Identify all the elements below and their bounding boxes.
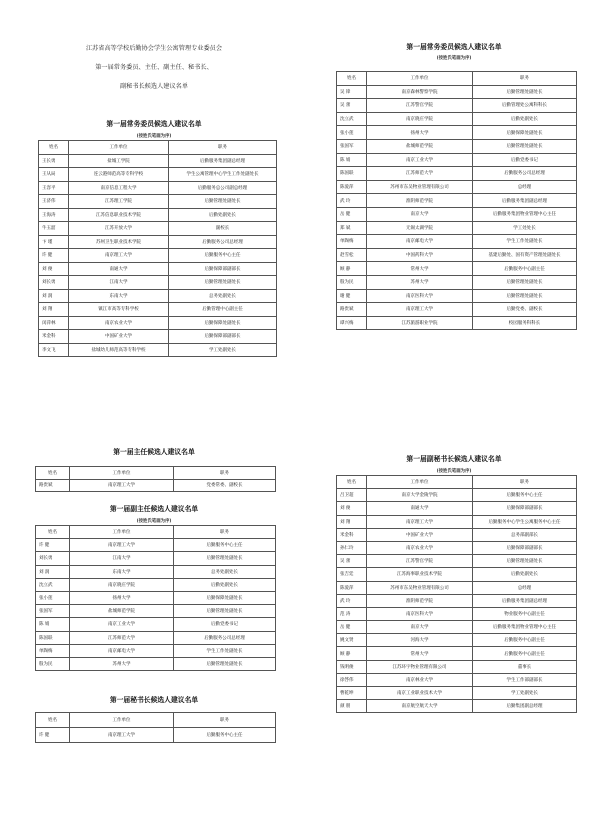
cell-unit: 南京理工大学 [70, 479, 174, 492]
table-row [39, 330, 277, 344]
document-title-line-2: 第一届常务委员、主任、副主任、秘书长、 [95, 64, 213, 71]
header-post: 职务 [174, 467, 276, 480]
cell-unit: 江南大学 [70, 552, 174, 565]
table-row [36, 657, 276, 670]
header-unit: 工作单位 [70, 467, 174, 480]
cell-name: 曹乾坤 [337, 687, 367, 700]
table-row [39, 262, 277, 276]
section-title: 第一届副秘书长候选人建议名单 [406, 455, 502, 463]
table-row [337, 85, 577, 99]
cell-post: 后勤保障部副部长 [169, 330, 277, 344]
table-row [36, 644, 276, 657]
cell-unit: 南京大学金陵学院 [367, 489, 473, 502]
cell-name: 陈国联 [337, 167, 367, 181]
cell-unit: 南通大学 [367, 502, 473, 515]
cell-post: 后勤党委、副校长 [473, 303, 577, 317]
table-row [39, 181, 277, 195]
cell-post: 后勤服务集团副总经理 [473, 594, 577, 607]
cell-name: 殷为民 [36, 657, 70, 670]
cell-name: 吕卫超 [337, 489, 367, 502]
sort-note: (按姓氏笔画为序) [136, 134, 172, 139]
cell-unit: 南京邮电大学 [70, 644, 174, 657]
table-row [39, 303, 277, 317]
cell-name: 张国军 [337, 139, 367, 153]
cell-post: 后勤处副处长 [473, 568, 577, 581]
cell-post: 后勤处副处长 [473, 112, 577, 126]
cell-name: 单陶梅 [36, 644, 70, 657]
cell-name: 谭兴梅 [337, 316, 367, 330]
table-header-row [36, 467, 276, 480]
table-row [337, 153, 577, 167]
document-title-line-1: 江苏省高等学校后勤协会学生公寓管理专业委员会 [85, 45, 223, 52]
cell-name: 陈 娟 [337, 153, 367, 167]
sort-note: (按姓氏笔画为序) [136, 519, 172, 524]
cell-name: 王从局 [39, 168, 69, 182]
table-row [337, 581, 577, 594]
cell-name: 王海涛 [39, 208, 69, 222]
header-unit: 工作单位 [367, 72, 473, 86]
vice-director-section-title: 第一届副主任候选人建议名单 [109, 505, 199, 513]
cell-name: 姚文贤 [337, 634, 367, 647]
cell-name: 吴 蕾 [337, 555, 367, 568]
cell-post: 后勤保障处副处长 [169, 316, 277, 330]
table-row [39, 195, 277, 209]
cell-post: 物业服务中心副主任 [473, 607, 577, 620]
cell-unit: 江苏海事职业技术学院 [367, 568, 473, 581]
cell-unit: 东南大学 [70, 565, 174, 578]
cell-name: 张国军 [36, 605, 70, 618]
cell-name: 刘长勇 [36, 552, 70, 565]
vice-director-table [35, 525, 276, 671]
cell-post: 后勤管理处公寓科科长 [473, 99, 577, 113]
cell-name: 刘长勇 [39, 276, 69, 290]
cell-unit: 南京工业职业技术大学 [367, 687, 473, 700]
cell-unit: 江苏理工学院 [69, 195, 169, 209]
cell-unit: 扬州大学 [367, 126, 473, 140]
cell-unit: 江苏师范大学 [70, 631, 174, 644]
cell-post: 后勤管理处副处长 [473, 275, 577, 289]
header-post: 职务 [169, 141, 277, 155]
table-row [337, 515, 577, 528]
cell-post: 后勤党委书记 [174, 618, 276, 631]
cell-post: 副校长 [169, 222, 277, 236]
table-row [337, 607, 577, 620]
table-row [39, 208, 277, 222]
cell-post: 后勤管理处副处长 [473, 289, 577, 303]
cell-name: 岳 健 [337, 207, 367, 221]
table-row [36, 578, 276, 591]
table-row [337, 700, 577, 713]
cell-unit: 苏州卫生职业技术学院 [69, 235, 169, 249]
table-row [337, 316, 577, 330]
table-row [337, 647, 577, 660]
cell-unit: 淮阴师范学院 [367, 194, 473, 208]
cell-unit: 南京森林警察学院 [367, 85, 473, 99]
cell-post: 后勤管理处副处长 [174, 552, 276, 565]
table-row [337, 502, 577, 515]
table-row [36, 552, 276, 565]
cell-unit: 南京信息工程大学 [69, 181, 169, 195]
cell-name: 刘 润 [39, 289, 69, 303]
cell-post: 后勤服务中心主任 [169, 249, 277, 263]
table-row [337, 112, 577, 126]
cell-name: 沈立武 [337, 112, 367, 126]
table-row [337, 621, 577, 634]
cell-name: 刘 润 [36, 565, 70, 578]
cell-post: 后勤服务集团副总经理 [473, 194, 577, 208]
section-title: 第一届常务委员候选人建议名单 [106, 120, 202, 128]
table-row [39, 168, 277, 182]
cell-unit: 江苏开放大学 [69, 222, 169, 236]
cell-post: 后勤保障部副部长 [473, 541, 577, 554]
cell-unit: 南京晓庄学院 [70, 578, 174, 591]
cell-post: 董事长 [473, 660, 577, 673]
cell-unit: 南京大学 [367, 207, 473, 221]
cell-post: 总务部副部长 [473, 528, 577, 541]
cell-name: 陈国联 [36, 631, 70, 644]
header-name: 姓名 [36, 713, 70, 728]
table-row [337, 194, 577, 208]
cell-name: 陈爱萍 [337, 581, 367, 594]
table-row [337, 275, 577, 289]
cell-name: 顾 静 [337, 262, 367, 276]
cell-post: 后勤管理中心副主任 [169, 303, 277, 317]
cell-unit: 连云港师范高等专科学校 [69, 168, 169, 182]
table-row [337, 126, 577, 140]
header-post: 职务 [174, 526, 276, 539]
cell-name: 陈爱萍 [337, 180, 367, 194]
table-row [39, 316, 277, 330]
header-post: 职务 [473, 476, 577, 489]
cell-post: 后勤服务公司总经理 [169, 235, 277, 249]
cell-post: 后勤保障处副处长 [174, 591, 276, 604]
cell-post: 后勤管理处副处长 [473, 85, 577, 99]
candidate-table [38, 140, 277, 357]
cell-name: 顾 静 [337, 647, 367, 660]
header-name: 姓名 [36, 467, 70, 480]
table-row [39, 276, 277, 290]
cell-post: 后勤服务中心主任 [473, 489, 577, 502]
cell-post: 党委常委、副校长 [174, 479, 276, 492]
cell-name: 孙仁玲 [337, 541, 367, 554]
cell-post: 后勤服务中心副主任 [473, 634, 577, 647]
header-unit: 工作单位 [70, 713, 174, 728]
cell-name: 刘 俊 [39, 262, 69, 276]
cell-name: 许 健 [36, 728, 70, 743]
cell-post: 后勤服务中心学生公寓服务中心主任 [473, 515, 577, 528]
cell-name: 刘 俊 [337, 502, 367, 515]
cell-name: 米金科 [337, 528, 367, 541]
cell-post: 学生工作处副处长 [174, 644, 276, 657]
table-row [36, 539, 276, 552]
table-row [337, 262, 577, 276]
cell-unit: 江苏旅游职业学院 [367, 316, 473, 330]
cell-unit: 南京理工大学 [70, 728, 174, 743]
cell-post: 后勤管理处副处长 [169, 195, 277, 209]
cell-name: 武 玲 [337, 194, 367, 208]
cell-post: 学生公寓管理中心学生工作处副处长 [169, 168, 277, 182]
header-post: 职务 [174, 713, 276, 728]
cell-unit: 江苏师范大学 [367, 167, 473, 181]
table-row [36, 618, 276, 631]
header-name: 姓名 [36, 526, 70, 539]
table-row [36, 565, 276, 578]
sort-note: (按姓氏笔画为序) [436, 56, 472, 61]
cell-unit: 中国药科大学 [367, 248, 473, 262]
cell-unit: 南京大学 [367, 621, 473, 634]
cell-name: 米金科 [39, 330, 69, 344]
sheet-standing-committee-part1 [30, 30, 278, 390]
cell-post: 后勤服务公司总经理 [174, 631, 276, 644]
cell-post: 学工处副处长 [169, 343, 277, 357]
cell-unit: 南通大学 [69, 262, 169, 276]
table-header-row [39, 141, 277, 155]
cell-unit: 南京理工大学 [69, 249, 169, 263]
cell-name: 张小莲 [36, 591, 70, 604]
cell-name: 许 健 [39, 249, 69, 263]
cell-name: 徐啓伟 [337, 673, 367, 686]
cell-post: 总务处副处长 [169, 289, 277, 303]
header-name: 姓名 [337, 72, 367, 86]
table-row [39, 343, 277, 357]
cell-unit: 南京邮电大学 [367, 235, 473, 249]
table-row [39, 289, 277, 303]
table-row [337, 99, 577, 113]
cell-name: 赵雪松 [337, 248, 367, 262]
cell-name: 王容平 [39, 181, 69, 195]
cell-unit: 盐城师范学院 [70, 605, 174, 618]
director-section-title: 第一届主任候选人建议名单 [113, 448, 195, 456]
cell-unit: 南京医科大学 [367, 289, 473, 303]
table-header-row [337, 476, 577, 489]
sheet-standing-committee-part2 [330, 30, 578, 370]
cell-name: 刘 翔 [39, 303, 69, 317]
header-name: 姓名 [39, 141, 69, 155]
cell-unit: 南京工业大学 [367, 153, 473, 167]
cell-post: 基建后勤处、国有资产管理处副处长 [473, 248, 577, 262]
header-name: 姓名 [337, 476, 367, 489]
cell-name: 卞 瑾 [39, 235, 69, 249]
cell-post: 后勤保障部副部长 [473, 502, 577, 515]
cell-name: 王长勇 [39, 154, 69, 168]
cell-unit: 扬州大学 [70, 591, 174, 604]
cell-unit: 南京工业大学 [70, 618, 174, 631]
cell-name: 武 玲 [337, 594, 367, 607]
director-table [35, 466, 276, 492]
table-row [337, 489, 577, 502]
cell-unit: 南京理工大学 [367, 515, 473, 528]
cell-unit: 南京理工大学 [70, 539, 174, 552]
cell-name: 闵萍林 [39, 316, 69, 330]
cell-post: 后勤服务中心主任 [174, 728, 276, 743]
table-row [39, 154, 277, 168]
cell-name: 路贵斌 [36, 479, 70, 492]
cell-post: 后勤服务集团副总经理 [169, 154, 277, 168]
table-row [337, 660, 577, 673]
table-row [36, 728, 276, 743]
cell-unit: 常州大学 [367, 262, 473, 276]
cell-name: 谢 健 [337, 289, 367, 303]
cell-unit: 南京医科大学 [367, 607, 473, 620]
cell-post: 学生工作处副处长 [473, 235, 577, 249]
section-title: 第一届常务委员候选人建议名单 [406, 43, 502, 51]
table-row [337, 248, 577, 262]
secretary-general-section-title: 第一届秘书长候选人建议名单 [109, 696, 199, 704]
cell-unit: 江南大学 [69, 276, 169, 290]
table-row [39, 249, 277, 263]
cell-name: 沈立武 [36, 578, 70, 591]
cell-unit: 盐城幼儿师范高等专科学校 [69, 343, 169, 357]
cell-unit: 南京晓庄学院 [367, 112, 473, 126]
table-row [337, 687, 577, 700]
cell-unit: 河海大学 [367, 634, 473, 647]
cell-name: 钱明俊 [337, 660, 367, 673]
table-row [337, 555, 577, 568]
cell-unit: 南京航空航天大学 [367, 700, 473, 713]
cell-unit: 常州大学 [367, 647, 473, 660]
cell-post: 总务处副处长 [174, 565, 276, 578]
cell-post: 后勤服务集团物业管理中心主任 [473, 621, 577, 634]
table-row [36, 479, 276, 492]
table-row [337, 207, 577, 221]
cell-name: 岳 健 [337, 621, 367, 634]
cell-post: 后勤处副处长 [169, 208, 277, 222]
candidate-table [336, 71, 577, 330]
table-row [36, 605, 276, 618]
table-row [39, 222, 277, 236]
header-post: 职务 [473, 72, 577, 86]
cell-unit: 南京农业大学 [69, 316, 169, 330]
table-row [337, 235, 577, 249]
cell-name: 刘 翔 [337, 515, 367, 528]
cell-post: 学生工作部副部长 [473, 673, 577, 686]
cell-post: 后勤处副处长 [174, 578, 276, 591]
cell-unit: 南京理工大学 [367, 303, 473, 317]
cell-name: 吴 蕾 [337, 99, 367, 113]
cell-unit: 东南大学 [69, 289, 169, 303]
cell-unit: 盐城师范学院 [367, 139, 473, 153]
header-unit: 工作单位 [69, 141, 169, 155]
cell-unit: 江苏警官学院 [367, 555, 473, 568]
header-unit: 工作单位 [70, 526, 174, 539]
cell-post: 后勤管理处副处长 [174, 657, 276, 670]
cell-unit: 镇江市高等专科学校 [69, 303, 169, 317]
cell-name: 陈 娟 [36, 618, 70, 631]
sheet-deputy-secretary-general [330, 440, 578, 790]
cell-post: 后勤服务中心副主任 [473, 647, 577, 660]
cell-unit: 南京林业大学 [367, 673, 473, 686]
cell-unit: 江苏环宇物业管理有限公司 [367, 660, 473, 673]
table-row [337, 167, 577, 181]
header-unit: 工作单位 [367, 476, 473, 489]
cell-post: 后勤保障部副部长 [169, 262, 277, 276]
table-header-row [36, 713, 276, 728]
table-header-row [36, 526, 276, 539]
table-row [337, 180, 577, 194]
cell-post: 后勤管理处副处长 [473, 139, 577, 153]
cell-post: 后勤服务总公司副总经理 [169, 181, 277, 195]
cell-unit: 苏州大学 [70, 657, 174, 670]
cell-post: 后勤管理处副处长 [473, 555, 577, 568]
table-row [337, 221, 577, 235]
cell-post: 后勤集团副总经理 [473, 700, 577, 713]
cell-post: 后勤管理处副处长 [169, 276, 277, 290]
cell-name: 许 健 [36, 539, 70, 552]
cell-unit: 中国矿业大学 [367, 528, 473, 541]
cell-post: 后勤服务中心主任 [174, 539, 276, 552]
cell-post: 后勤服务中心副主任 [473, 262, 577, 276]
cell-post: 后勤服务集团物业管理中心主任 [473, 207, 577, 221]
table-header-row [337, 72, 577, 86]
table-row [337, 634, 577, 647]
cell-post: 总经理 [473, 581, 577, 594]
cell-name: 范 涛 [337, 607, 367, 620]
table-row [337, 594, 577, 607]
cell-unit: 苏州市东吴物业管理有限公司 [367, 180, 473, 194]
table-row [39, 235, 277, 249]
cell-name: 颜 朋 [337, 700, 367, 713]
cell-name: 郑 斌 [337, 221, 367, 235]
candidate-table [336, 475, 577, 713]
cell-unit: 盐城工学院 [69, 154, 169, 168]
cell-unit: 中国矿业大学 [69, 330, 169, 344]
sheet-director-candidates [30, 430, 278, 790]
cell-unit: 南京农业大学 [367, 541, 473, 554]
cell-post: 总经理 [473, 180, 577, 194]
cell-post: 学工处处长 [473, 221, 577, 235]
cell-name: 单陶梅 [337, 235, 367, 249]
cell-unit: 江苏警官学院 [367, 99, 473, 113]
cell-post: 后勤党委书记 [473, 153, 577, 167]
cell-post: 后勤保障处副处长 [473, 126, 577, 140]
cell-post: 学工处副处长 [473, 687, 577, 700]
table-row [337, 289, 577, 303]
secretary-general-table [35, 712, 276, 743]
cell-name: 牛玉韶 [39, 222, 69, 236]
cell-name: 王济伟 [39, 195, 69, 209]
cell-unit: 苏州市东吴物业管理有限公司 [367, 581, 473, 594]
cell-unit: 淮阴师范学院 [367, 594, 473, 607]
table-row [36, 591, 276, 604]
cell-name: 殷为民 [337, 275, 367, 289]
table-row [337, 303, 577, 317]
table-row [337, 139, 577, 153]
document-title-line-3: 副秘书长候选人建议名单 [119, 83, 189, 90]
cell-unit: 无锡太湖学院 [367, 221, 473, 235]
table-row [337, 541, 577, 554]
table-row [36, 631, 276, 644]
table-row [337, 673, 577, 686]
cell-unit: 苏州大学 [367, 275, 473, 289]
cell-unit: 江苏信息职业技术学院 [69, 208, 169, 222]
table-row [337, 528, 577, 541]
cell-post: 后勤管理处副处长 [174, 605, 276, 618]
table-row [337, 568, 577, 581]
cell-name: 路贵斌 [337, 303, 367, 317]
cell-name: 吴 锋 [337, 85, 367, 99]
cell-name: 李文飞 [39, 343, 69, 357]
cell-name: 张吉廷 [337, 568, 367, 581]
cell-post: 校园服务科科长 [473, 316, 577, 330]
cell-name: 张小莲 [337, 126, 367, 140]
sort-note: (按姓氏笔画为序) [436, 469, 472, 474]
cell-post: 后勤服务公司总经理 [473, 167, 577, 181]
